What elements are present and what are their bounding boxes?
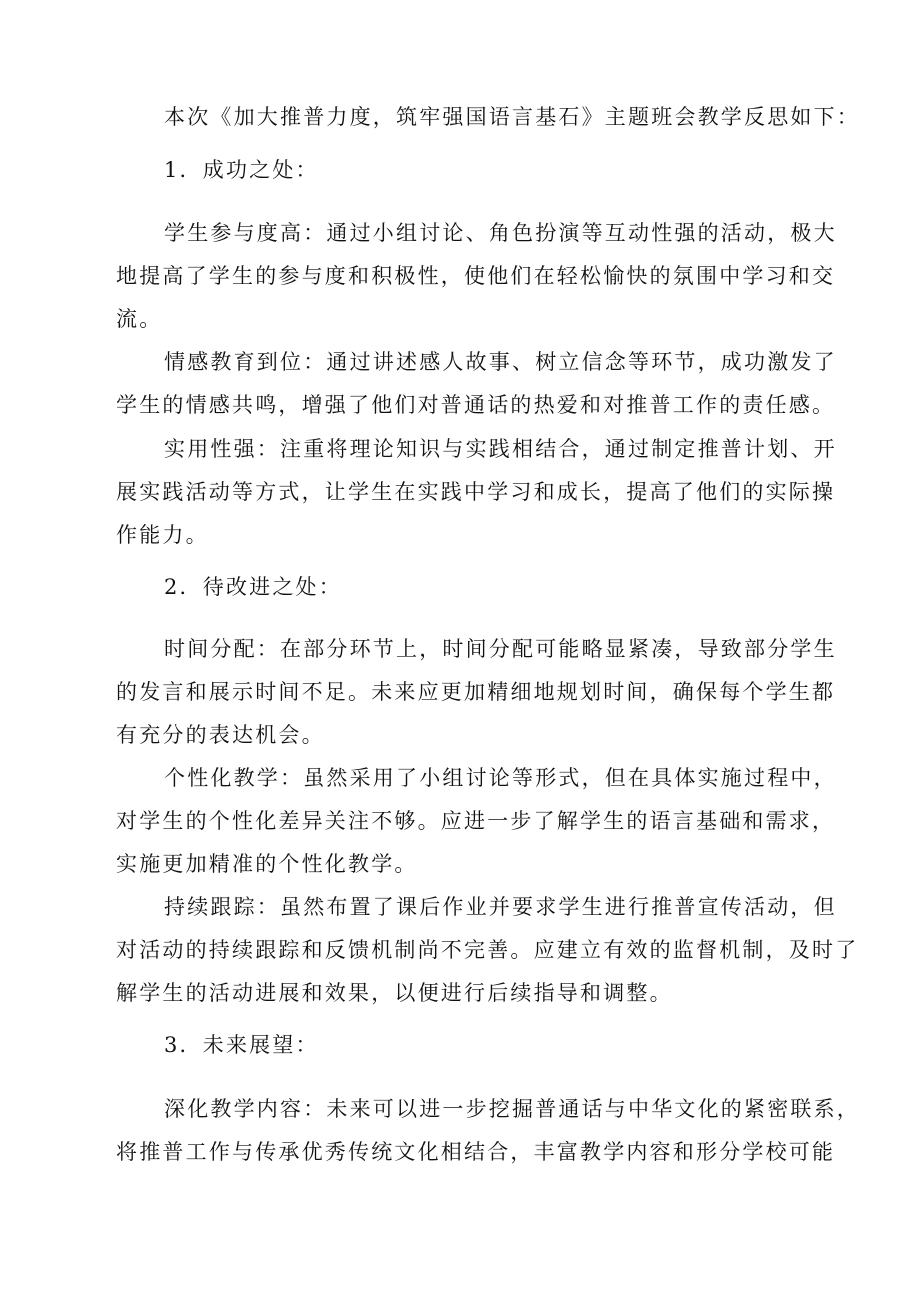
paragraph-line: 深化教学内容：未来可以进一步挖掘普通话与中华文化的紧密联系， [164,1097,860,1121]
paragraph-line: 流。 [116,307,163,331]
paragraph-line: 个性化教学：虽然采用了小组讨论等形式，但在具体实施过程中， [164,766,837,790]
section-heading-success: 1．成功之处： [164,158,319,182]
paragraph-line: 时间分配：在部分环节上，时间分配可能略显紧凑，导致部分学生 [164,637,837,661]
paragraph-line: 展实践活动等方式，让学生在实践中学习和成长，提高了他们的实际操 [116,480,836,504]
paragraph-line: 实施更加精准的个性化教学。 [116,852,418,876]
paragraph-line: 实用性强：注重将理论知识与实践相结合，通过制定推普计划、开 [164,437,837,461]
paragraph-line: 情感教育到位：通过讲述感人故事、树立信念等环节，成功激发了 [164,350,837,374]
intro-line: 本次《加大推普力度，筑牢强国语言基石》主题班会教学反思如下： [164,105,860,129]
paragraph-line: 作能力。 [116,523,209,547]
paragraph-line: 持续跟踪：虽然布置了课后作业并要求学生进行推普宣传活动，但 [164,895,837,919]
paragraph-line: 学生参与度高：通过小组讨论、角色扮演等互动性强的活动，极大 [164,221,837,245]
paragraph-line: 对活动的持续跟踪和反馈机制尚不完善。应建立有效的监督机制，及时了 [116,938,859,962]
paragraph-line: 的发言和展示时间不足。未来应更加精细地规划时间，确保每个学生都 [116,680,836,704]
paragraph-line: 解学生的活动进展和效果，以便进行后续指导和调整。 [116,981,673,1005]
paragraph-line: 有充分的表达机会。 [116,723,325,747]
paragraph-line: 对学生的个性化差异关注不够。应进一步了解学生的语言基础和需求， [116,809,836,833]
paragraph-line: 地提高了学生的参与度和积极性，使他们在轻松愉快的氛围中学习和交 [116,264,836,288]
paragraph-line: 学生的情感共鸣，增强了他们对普通话的热爱和对推普工作的责任感。 [116,393,836,417]
paragraph-line: 将推普工作与传承优秀传统文化相结合，丰富教学内容和形分学校可能 [116,1140,836,1164]
section-heading-improve: 2．待改进之处： [164,575,342,599]
section-heading-outlook: 3．未来展望： [164,1033,319,1057]
